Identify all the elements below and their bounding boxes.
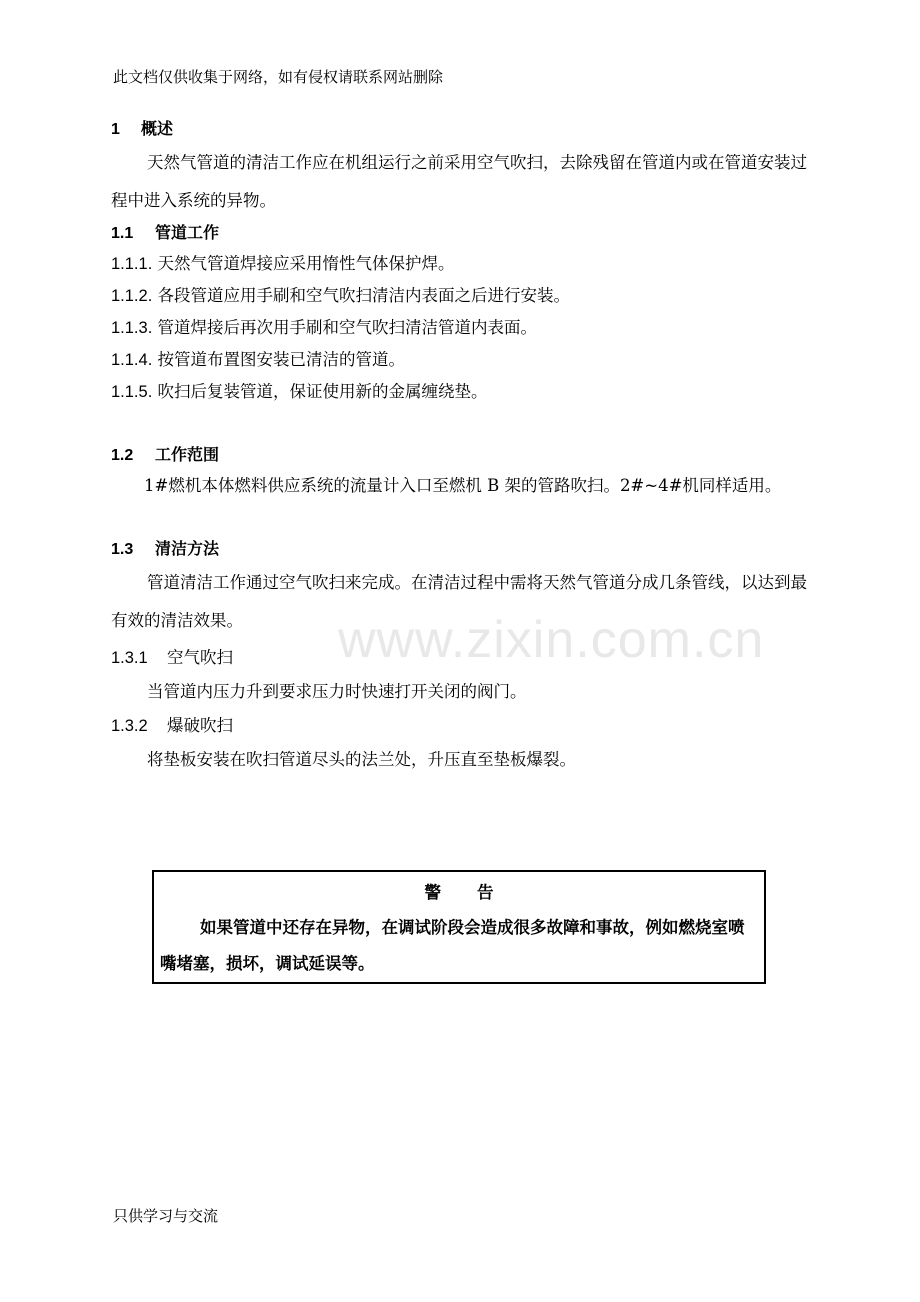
item-text: 吹扫后复装管道，保证使用新的金属缠绕垫。 [157,382,488,401]
section-title: 清洁方法 [155,541,220,558]
section-number: 1 [111,121,120,138]
item-text: 各段管道应用手刷和空气吹扫清洁内表面之后进行安装。 [157,286,571,305]
list-item [111,248,815,280]
spacer [111,408,815,442]
subsection-1-3-1-paragraph: 当管道内压力升到要求压力时快速打开关闭的阀门。 [147,682,527,701]
section-number: 1.3 [111,541,134,558]
list-item [111,344,815,376]
item-number: 1.1.1. [111,255,153,273]
section-title: 概述 [141,121,174,138]
list-item [111,280,815,312]
subsection-title: 空气吹扫 [167,648,233,667]
document-body [111,116,815,776]
item-number: 1.1.5. [111,383,153,401]
list-item [111,376,815,408]
item-number: 1.1.3. [111,319,153,337]
section-1-3-heading [111,536,815,564]
header-note: 此文档仅供收集于网络，如有侵权请联系网站删除 [113,68,444,86]
list-item [111,312,815,344]
subsection-title: 爆破吹扫 [167,716,233,735]
section-1-2-heading [111,442,815,470]
section-1-heading [111,116,815,144]
subsection-1-3-2-paragraph: 将垫板安装在吹扫管道尽头的法兰处，升压直至垫板爆裂。 [147,750,576,769]
item-number: 1.1.2. [111,287,153,305]
subsection-number: 1.3.1 [111,649,148,667]
section-number: 1.2 [111,447,134,464]
item-number: 1.1.4. [111,351,153,369]
footer-note: 只供学习与交流 [113,1207,219,1225]
section-1-2-paragraph: 1#燃机本体燃料供应系统的流量计入口至燃机 B 架的管路吹扫。2#~4#机同样适用。 [144,476,782,495]
section-1-1-heading [111,220,815,248]
item-text: 管道焊接后再次用手刷和空气吹扫清洁管道内表面。 [157,318,538,337]
watermark: www.zixin.com.cn [338,611,765,669]
spacer [111,502,815,536]
subsection-1-3-2-heading [111,708,815,744]
item-text: 按管道布置图安装已清洁的管道。 [157,350,406,369]
subsection-1-3-1-heading [111,640,815,676]
section-title: 管道工作 [155,225,220,242]
section-1-paragraph: 天然气管道的清洁工作应在机组运行之前采用空气吹扫，去除残留在管道内或在管道安装过程中进入系统的异物。 [111,153,807,210]
item-text: 天然气管道焊接应采用惰性气体保护焊。 [157,254,455,273]
warning-text: 如果管道中还存在异物，在调试阶段会造成很多故障和事故，例如燃烧室喷嘴堵塞，损坏，调试延误等。 [160,918,745,973]
subsection-number: 1.3.2 [111,717,148,735]
warning-title: 警告 [424,883,530,902]
section-1-3-paragraph: 管道清洁工作通过空气吹扫来完成。在清洁过程中需将天然气管道分成几条管线，以达到最有效的清洁效果。 [111,573,807,630]
section-number: 1.1 [111,225,134,242]
warning-box [152,870,766,984]
section-title: 工作范围 [155,447,220,464]
